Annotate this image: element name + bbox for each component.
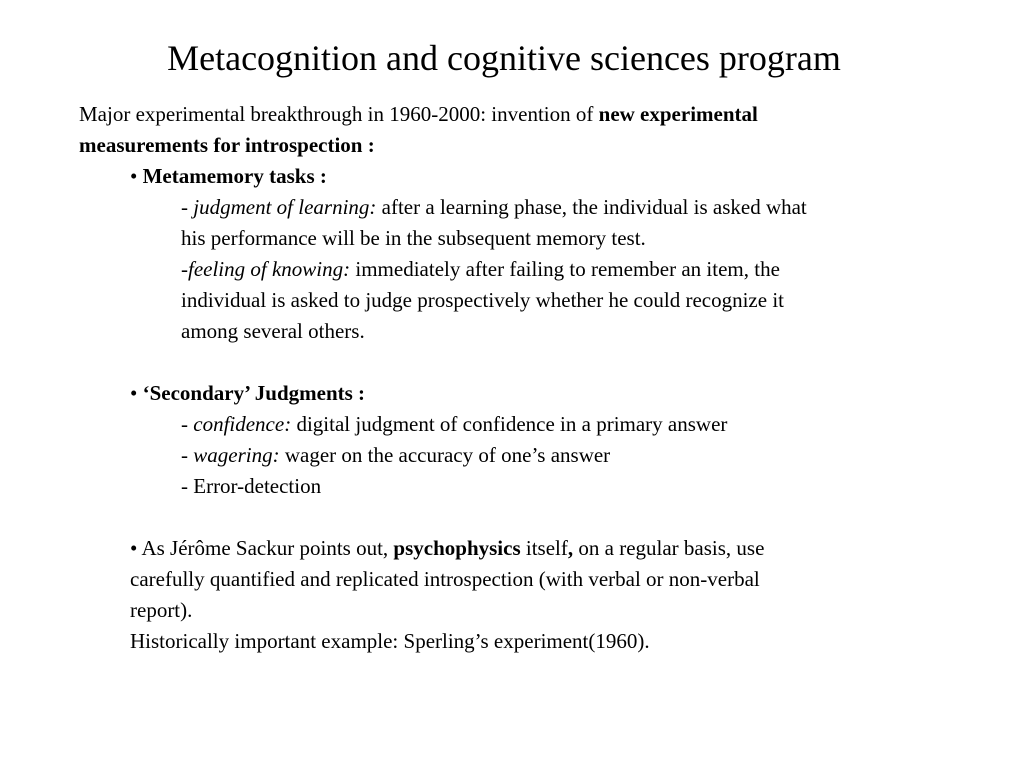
slide-title: Metacognition and cognitive sciences program <box>167 38 841 78</box>
error-detection-line <box>181 471 321 502</box>
wagering-line <box>181 440 610 471</box>
wagering-desc: wager on the accuracy of one’s answer <box>279 443 611 467</box>
metamemory-heading <box>130 161 327 192</box>
secondary-heading-text: ‘Secondary’ Judgments : <box>142 381 366 405</box>
confidence-desc: digital judgment of confidence in a primary answer <box>291 412 728 436</box>
fok-line-3 <box>181 316 365 347</box>
intro-line-1 <box>79 99 758 130</box>
fok-line-2 <box>181 285 784 316</box>
fok-desc-1: immediately after failing to remember an item, the <box>350 257 780 281</box>
sackur-line-2 <box>130 564 760 595</box>
fok-desc-3: among several others. <box>181 319 365 343</box>
jol-line-2 <box>181 223 646 254</box>
jol-desc-2: his performance will be in the subsequent memory test. <box>181 226 646 250</box>
psychophysics-bold: psychophysics <box>393 536 521 560</box>
sackur-text-4: Historically important example: Sperling’s experiment(1960). <box>130 629 650 653</box>
wagering-term: wagering: <box>193 443 280 467</box>
confidence-dash: - <box>181 412 194 436</box>
sackur-text-1: • As Jérôme Sackur points out, <box>130 536 394 560</box>
bullet-icon: • <box>130 164 143 188</box>
fok-line-1 <box>181 254 780 285</box>
metamemory-heading-text: Metamemory tasks : <box>142 164 327 188</box>
fok-term: feeling of knowing: <box>188 257 351 281</box>
intro-bold-1: new experimental <box>598 102 758 126</box>
jol-desc-1: after a learning phase, the individual is asked what <box>376 195 807 219</box>
jol-term: judgment of learning: <box>193 195 377 219</box>
sackur-text-2: carefully quantified and replicated introspection (with verbal or non-verbal <box>130 567 760 591</box>
sackur-bold-comma: , <box>567 536 574 560</box>
jol-dash: - <box>181 195 194 219</box>
confidence-line <box>181 409 727 440</box>
fok-desc-2: individual is asked to judge prospectively whether he could recognize it <box>181 288 784 312</box>
sackur-line-3 <box>130 595 192 626</box>
sackur-line-4 <box>130 626 650 657</box>
intro-line-2 <box>79 130 375 161</box>
secondary-heading <box>130 378 365 409</box>
wagering-dash: - <box>181 443 194 467</box>
error-detection-text: - Error-detection <box>181 474 322 498</box>
sackur-rest-1: on a regular basis, use <box>573 536 765 560</box>
sackur-line-1 <box>130 533 764 564</box>
fok-dash: - <box>181 257 188 281</box>
intro-text: Major experimental breakthrough in 1960-2000: invention of <box>79 102 599 126</box>
sackur-mid: itself <box>520 536 568 560</box>
intro-bold-2: measurements for introspection : <box>79 133 375 157</box>
sackur-text-3: report). <box>130 598 193 622</box>
jol-line-1 <box>181 192 807 223</box>
bullet-icon: • <box>130 381 143 405</box>
confidence-term: confidence: <box>193 412 292 436</box>
